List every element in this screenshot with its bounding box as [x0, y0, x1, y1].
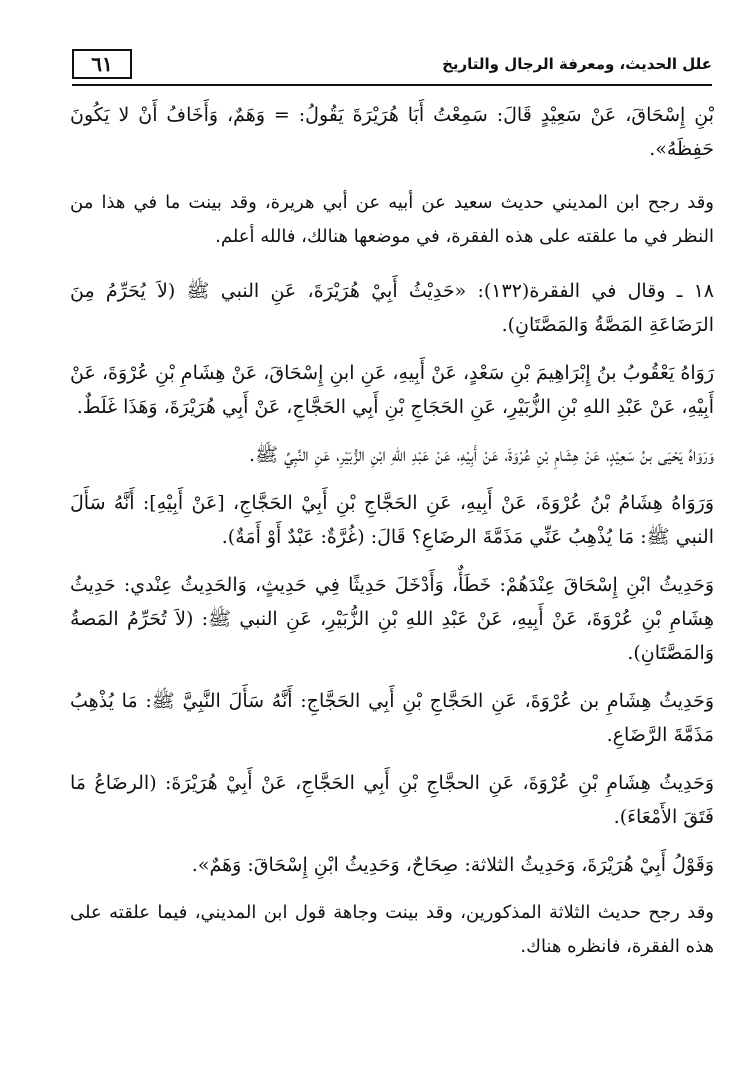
paragraph-9: وَحَدِيثُ هِشَامِ بْنِ عُرْوَةَ، عَنِ الحجَّاجِ بْنِ أَبِي الحَجَّاجِ، عَنْ أَبِيْ هُرَيْرَةَ: (الرضَاعُ مَا فَتَقَ الأَمْعَاءَ).: [70, 772, 714, 828]
running-title: علل الحديث، ومعرفة الرجال والتاريخ: [442, 55, 712, 73]
page-number: ٦١: [72, 49, 132, 79]
paragraph-8: وَحَدِيثُ هِشَامِ بن عُرْوَةَ، عَنِ الحَجَّاجِ بْنِ أَبِي الحَجَّاجِ: أَنَّهُ سَأَلَ النَّبِيَّ ﷺ: مَا يُذْهِبُ مَذَمَّةَ الرَّضَاعِ.: [70, 690, 714, 746]
paragraph-7: وَحَدِيثُ ابْنِ إِسْحَاقَ عِنْدَهُمْ: خَطَأٌ، وَأَدْخَلَ حَدِيثًا فِي حَدِيثٍ، وَالحَدِيثُ عِنْدي: حَدِيثُ هِشَامِ بْنِ عُرْوَةَ، عَنْ أَبِيهِ، عَنْ عَبْدِ اللهِ بْنِ الزُّبَيْرِ، عَنِ النبي ﷺ: (لاَ تُحَرِّمُ المَصةُ وَالمَصَّتَانِ).: [70, 574, 714, 664]
paragraph-10: وَقَوْلُ أَبِيْ هُرَيْرَةَ، وَحَدِيثُ الثلاثة: صِحَاحٌ، وَحَدِيثُ ابْنِ إِسْحَاقَ: وَهَمٌ».: [191, 854, 714, 876]
paragraph-6: وَرَوَاهُ هِشَامُ بْنُ عُرْوَةَ، عَنْ أَبِيهِ، عَنِ الحَجَّاجِ بْنِ أَبِيْ الحَجَّاجِ، [عَنْ أَبِيْهِ]: أَنَّهُ سَأَلَ النبي ﷺ: مَا يُذْهِبُ عَنِّي مَذَمَّةَ الرضَاعِ؟ قَالَ: (غُرَّةٌ: عَبْدٌ أَوْ أَمَةٌ).: [70, 492, 714, 548]
page-body: [70, 98, 714, 978]
paragraph-1: بْنِ إِسْحَاقَ، عَنْ سَعِيْدٍ قَالَ: سَمِعْتُ أَبَا هُرَيْرَةَ يَقُولُ: = وَهَمٌ، وَأَخَافُ أَنْ لا يَكُونَ حَفِظَهُ».: [70, 104, 714, 160]
paragraph-11: وقد رجح حديث الثلاثة المذكورين، وقد بينت وجاهة قول ابن المديني، فيما علقته على هذه الفقرة، فانظره هناك.: [70, 902, 714, 957]
header-divider: [72, 84, 712, 86]
paragraph-3: ١٨ ـ وقال في الفقرة(١٣٢): «حَدِيْثُ أَبِيْ هُرَيْرَةَ، عَنِ النبي ﷺ (لاَ يُحَرِّمُ مِنَ الرَضَاعَةِ المَصَّةُ وَالمَصَّتَانِ).: [70, 280, 714, 336]
paragraph-4: رَوَاهُ يَعْقُوبُ بنُ إِبْرَاهِيمَ بْنِ سَعْدٍ، عَنْ أَبِيهِ، عَنِ ابنِ إِسْحَاقَ، عَنْ هِشَامِ بْنِ عُرْوَةَ، عَنْ أَبِيْهِ، عَنْ عَبْدِ اللهِ بْنِ الزُّبَيْرِ، عَنِ الحَجَاجِ بْنِ أَبِي الحَجَّاجِ، عَنْ أَبِي هُرَيْرَةَ، وَهَذَا غَلَطٌ.: [70, 362, 714, 418]
paragraph-5: وَرَوَاهُ يَحْيَى بنُ سَعِيْدٍ، عَنْ هِشَامِ بْنِ عُرْوَةَ، عَنْ أَبِيْهِ، عَنْ عَبْدِ اللهِ ابْنِ الزُّبَيْرِ، عَنِ النَّبِيِّ ﷺ.: [249, 444, 714, 466]
running-header: [72, 46, 712, 82]
paragraph-2: وقد رجح ابن المديني حديث سعيد عن أبيه عن أبي هريرة، وقد بينت ما في هذا من النظر في ما علقته على هذه الفقرة، في موضعها هنالك، فالله أعلم.: [70, 192, 714, 247]
